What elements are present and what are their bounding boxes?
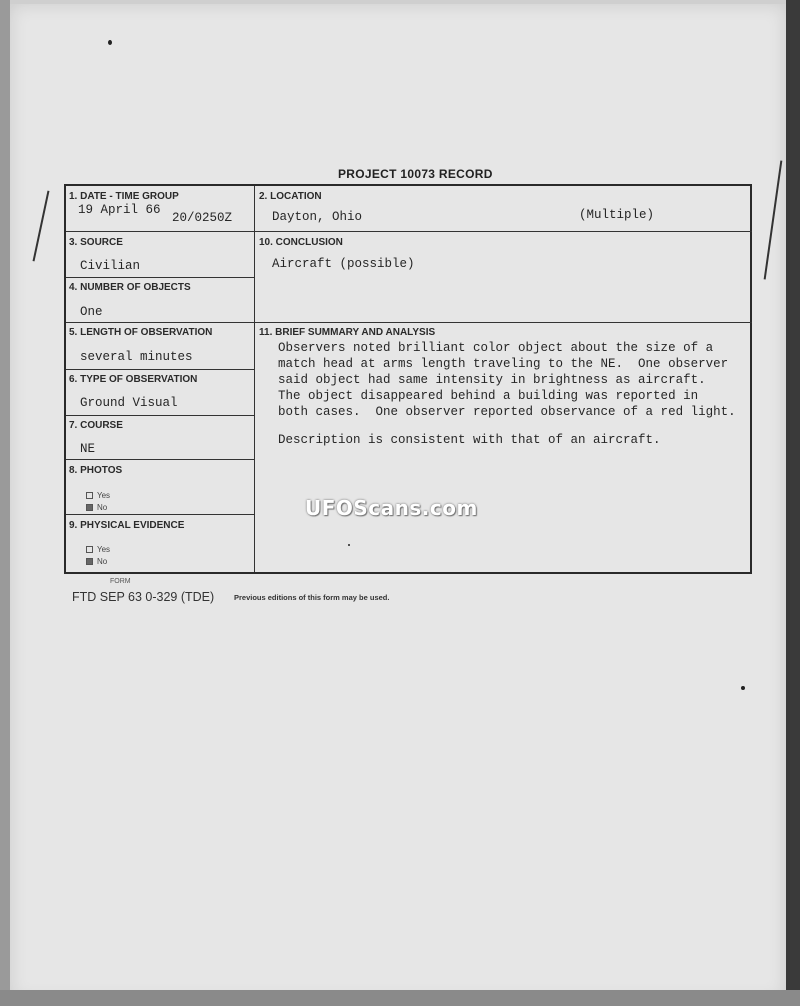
type-of-observation-value: Ground Visual bbox=[80, 396, 178, 410]
conclusion-value: Aircraft (possible) bbox=[272, 257, 415, 271]
time-value: 20/0250Z bbox=[172, 211, 233, 225]
number-of-objects-value: One bbox=[80, 305, 103, 319]
form-id: FTD SEP 63 0-329 (TDE) bbox=[72, 590, 215, 604]
date-value: 19 April 66 bbox=[78, 203, 161, 217]
row-divider bbox=[66, 322, 752, 323]
row-divider bbox=[66, 415, 254, 416]
summary-line: both cases. One observer reported observance of a red light. bbox=[278, 405, 736, 419]
physical-evidence-no-option: No bbox=[86, 557, 107, 566]
course-label: 7. COURSE bbox=[69, 420, 123, 431]
checkbox-checked-icon bbox=[86, 558, 93, 565]
course-value: NE bbox=[80, 442, 96, 456]
summary-line: Observers noted brilliant color object about the size of a bbox=[278, 341, 714, 355]
number-of-objects-label: 4. NUMBER OF OBJECTS bbox=[69, 282, 191, 293]
watermark: UFOScans.com bbox=[305, 496, 478, 520]
row-divider bbox=[66, 231, 752, 232]
source-value: Civilian bbox=[80, 259, 141, 273]
previous-editions-note: Previous editions of this form may be used. bbox=[234, 593, 390, 602]
row-divider bbox=[66, 277, 254, 278]
row-divider bbox=[66, 369, 254, 370]
checkbox-icon bbox=[86, 546, 93, 553]
scan-speck bbox=[741, 686, 745, 690]
photos-no-option: No bbox=[86, 503, 107, 512]
form-word: FORM bbox=[110, 578, 131, 585]
date-time-group-label: 1. DATE - TIME GROUP bbox=[69, 191, 179, 202]
summary-text bbox=[278, 340, 753, 448]
summary-line: match head at arms length traveling to the NE. One observer bbox=[278, 357, 729, 371]
summary-line: The object disappeared behind a building was reported in bbox=[278, 389, 699, 403]
scan-edge-left bbox=[0, 0, 10, 1006]
length-of-observation-label: 5. LENGTH OF OBSERVATION bbox=[69, 327, 213, 338]
length-of-observation-value: several minutes bbox=[80, 350, 193, 364]
source-label: 3. SOURCE bbox=[69, 237, 123, 248]
scan-speck bbox=[108, 40, 112, 45]
location-label: 2. LOCATION bbox=[259, 191, 322, 202]
summary-conclusion-line: Description is consistent with that of an aircraft. bbox=[278, 433, 661, 447]
checkbox-checked-icon bbox=[86, 504, 93, 511]
physical-evidence-yes-option: Yes bbox=[86, 545, 110, 554]
type-of-observation-label: 6. TYPE OF OBSERVATION bbox=[69, 374, 198, 385]
row-divider bbox=[66, 514, 254, 515]
photos-yes-option: Yes bbox=[86, 491, 110, 500]
scan-edge-bottom bbox=[0, 990, 800, 1006]
location-value: Dayton, Ohio bbox=[272, 210, 363, 224]
column-divider bbox=[254, 186, 255, 572]
form-title: PROJECT 10073 RECORD bbox=[338, 167, 493, 181]
location-note: (Multiple) bbox=[579, 208, 655, 222]
photos-label: 8. PHOTOS bbox=[69, 465, 123, 476]
summary-line: said object had same intensity in brightness as aircraft. bbox=[278, 373, 706, 387]
scan-edge-right bbox=[786, 0, 800, 1006]
checkbox-icon bbox=[86, 492, 93, 499]
summary-label: 11. BRIEF SUMMARY AND ANALYSIS bbox=[259, 327, 436, 338]
conclusion-label: 10. CONCLUSION bbox=[259, 237, 343, 248]
row-divider bbox=[66, 459, 254, 460]
physical-evidence-label: 9. PHYSICAL EVIDENCE bbox=[69, 520, 185, 531]
